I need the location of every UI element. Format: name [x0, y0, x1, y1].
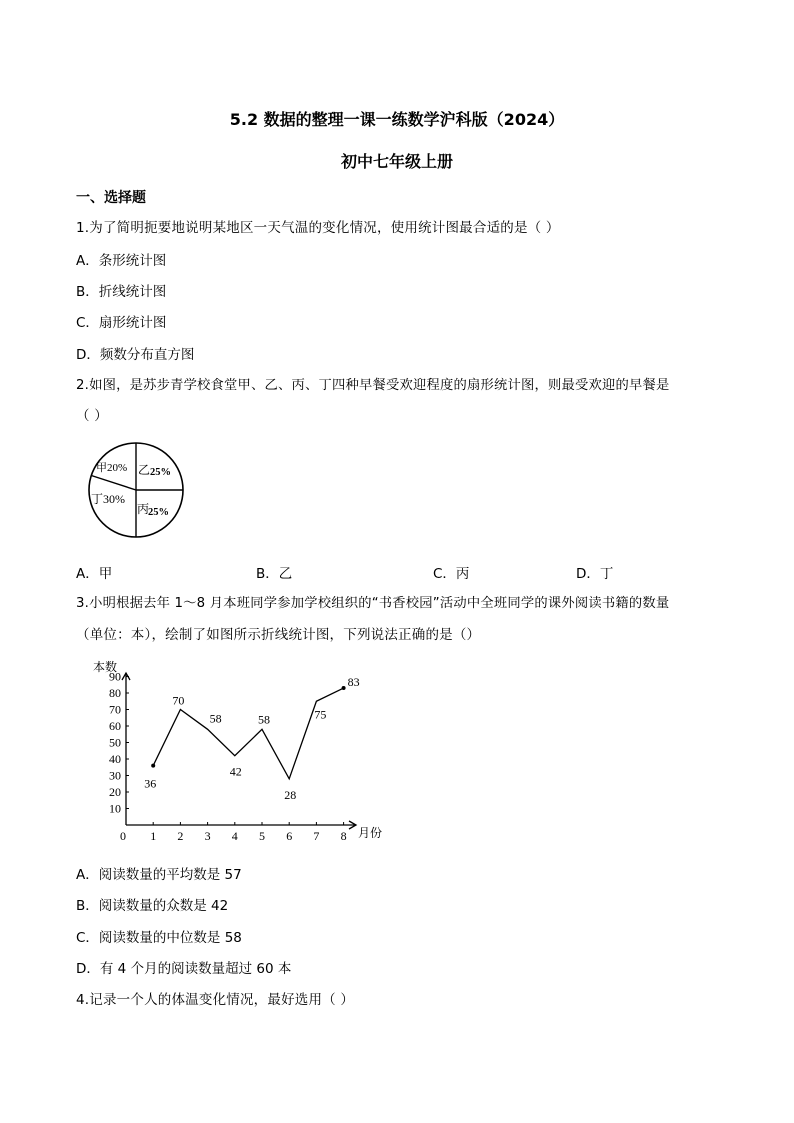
breakfast-pie-chart	[86, 438, 191, 543]
question-4-stem: 4.记录一个人的体温变化情况，最好选用（ ）	[76, 992, 355, 1008]
doc-title: 5.2 数据的整理一课一练数学沪科版（2024）	[229, 110, 565, 129]
data-label: 58	[209, 711, 222, 726]
pie-label-jia: 甲20%	[96, 462, 128, 474]
pie-divider-jia-ding	[91, 476, 136, 491]
section-heading: 一、选择题	[76, 190, 146, 206]
question-2-option-b: B．乙	[256, 566, 293, 582]
question-2-option-a: A．甲	[76, 566, 113, 582]
y-tick-label: 40	[109, 752, 121, 766]
pie-label-bing-pct: 25%	[148, 507, 169, 518]
data-label: 58	[258, 712, 270, 727]
data-label: 83	[347, 675, 360, 690]
question-1-stem: 1.为了简明扼要地说明某地区一天气温的变化情况，使用统计图最合适的是（ ）	[76, 220, 560, 236]
x-axis-title: 月份	[358, 826, 383, 840]
y-tick-label: 80	[109, 686, 121, 700]
question-1-option-c: C．扇形统计图	[76, 315, 167, 331]
pie-label-ding: 丁30%	[91, 492, 125, 506]
question-3-stem-line2: （单位：本），绘制了如图所示折线统计图，下列说法正确的是（）	[76, 627, 481, 643]
x-tick-label: 0	[120, 829, 126, 843]
data-label: 28	[284, 787, 297, 802]
question-2-option-c: C．丙	[433, 566, 470, 582]
data-label: 70	[172, 693, 185, 708]
x-tick-label: 1	[150, 829, 157, 843]
y-tick-label: 70	[109, 702, 121, 717]
question-1-option-b: B．折线统计图	[76, 284, 167, 300]
x-tick-label: 2	[177, 829, 184, 843]
question-1-option-a: A．条形统计图	[76, 253, 167, 269]
data-label: 36	[144, 776, 157, 791]
pie-label-bing-name: 丙	[137, 502, 150, 516]
question-3-option-b: B．阅读数量的众数是 42	[76, 898, 229, 914]
x-tick-label: 5	[259, 829, 265, 843]
question-3-option-c: C．阅读数量的中位数是 58	[76, 930, 242, 946]
y-tick-label: 60	[109, 719, 121, 733]
doc-subtitle: 初中七年级上册	[340, 152, 453, 171]
y-tick-label: 50	[109, 735, 121, 750]
x-tick-label: 3	[204, 829, 211, 843]
x-tick-label: 6	[286, 829, 293, 843]
pie-label-yi-pct: 25%	[150, 467, 171, 478]
question-3-stem: 3.小明根据去年 1～8 月本班同学参加学校组织的“书香校园”活动中全班同学的课外阅读书籍的数量	[76, 596, 670, 611]
pie-label-yi-name: 乙	[138, 463, 151, 477]
data-point	[342, 686, 346, 690]
y-tick-label: 10	[109, 801, 121, 816]
question-1-option-d: D．频数分布直方图	[76, 347, 195, 363]
x-tick-label: 4	[231, 829, 238, 843]
data-label: 75	[314, 707, 327, 722]
question-3-option-d: D．有 4 个月的阅读数量超过 60 本	[76, 961, 292, 977]
question-2-stem: 2.如图，是苏步青学校食堂甲、乙、丙、丁四种早餐受欢迎程度的扇形统计图，则最受欢迎的早餐是	[76, 378, 670, 393]
y-tick-label: 30	[109, 768, 121, 783]
data-point	[151, 764, 155, 768]
question-2-stem-bracket: （ ）	[76, 408, 108, 424]
question-3-option-a: A．阅读数量的平均数是 57	[76, 867, 242, 883]
y-axis-title: 本数	[93, 660, 118, 674]
data-label: 42	[229, 764, 242, 779]
y-tick-label: 20	[109, 785, 121, 799]
reading-line-chart	[80, 655, 400, 850]
question-2-option-d: D．丁	[576, 566, 614, 582]
x-tick-label: 7	[313, 829, 320, 843]
x-tick-label: 8	[340, 829, 347, 843]
y-tick-label: 90	[109, 669, 121, 684]
